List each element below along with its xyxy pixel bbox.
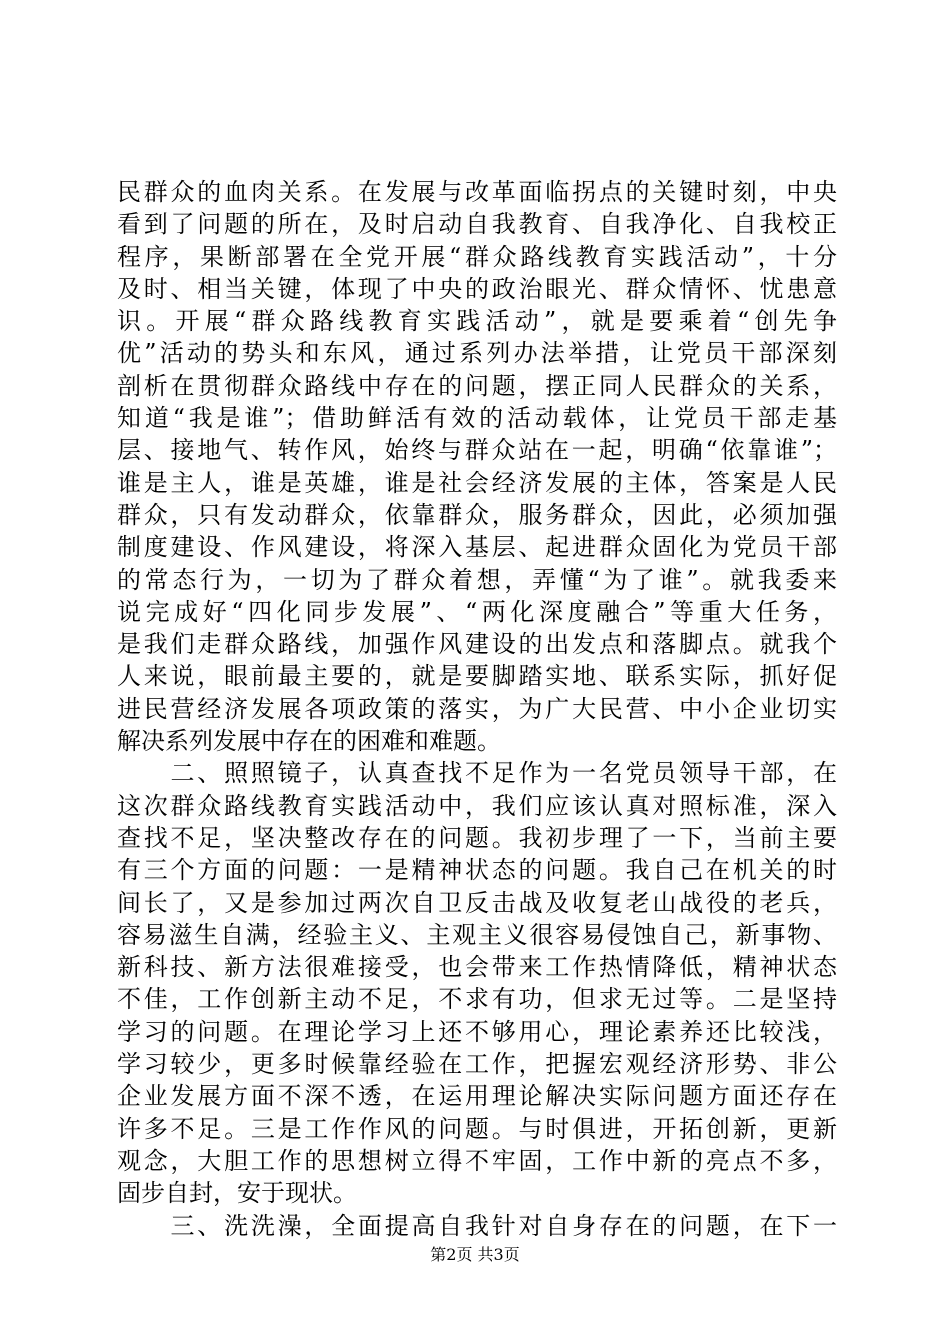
text-line: 层、接地气、转作风，始终与群众站在一起，明确“依靠谁”； xyxy=(117,436,837,465)
text-line: 学习的问题。在理论学习上还不够用心，理论素养还比较浅， xyxy=(117,1017,837,1046)
text-line: 人来说，眼前最主要的，就是要脚踏实地、联系实际，抓好促 xyxy=(117,662,837,691)
text-line: 新科技、新方法很难接受，也会带来工作热情降低，精神状态 xyxy=(117,953,837,982)
text-line: 剖析在贯彻群众路线中存在的问题，摆正同人民群众的关系， xyxy=(117,371,837,400)
text-line: 谁是主人，谁是英雄，谁是社会经济发展的主体，答案是人民 xyxy=(117,468,837,497)
text-line: 学习较少，更多时候靠经验在工作，把握宏观经济形势、非公 xyxy=(117,1050,837,1079)
page-footer xyxy=(0,1244,950,1266)
text-line: 看到了问题的所在，及时启动自我教育、自我净化、自我校正 xyxy=(117,210,837,239)
document-body xyxy=(117,176,837,1242)
text-line: 观念，大胆工作的思想树立得不牢固，工作中新的亮点不多， xyxy=(117,1146,837,1175)
text-line: 许多不足。三是工作作风的问题。与时俱进，开拓创新，更新 xyxy=(117,1114,837,1143)
text-line: 有三个方面的问题：一是精神状态的问题。我自己在机关的时 xyxy=(117,856,837,885)
text-line: 的常态行为，一切为了群众着想，弄懂“为了谁”。就我委来 xyxy=(117,565,837,594)
text-line: 企业发展方面不深不透，在运用理论解决实际问题方面还存在 xyxy=(117,1082,837,1111)
text-line: 解决系列发展中存在的困难和难题。 xyxy=(117,727,501,756)
text-line: 制度建设、作风建设，将深入基层、起进群众固化为党员干部 xyxy=(117,533,837,562)
text-line: 固步自封，安于现状。 xyxy=(117,1179,357,1208)
text-line: 不佳，工作创新主动不足，不求有功，但求无过等。二是坚持 xyxy=(117,985,837,1014)
text-line: 这次群众路线教育实践活动中，我们应该认真对照标准，深入 xyxy=(117,791,837,820)
text-line: 优”活动的势头和东风，通过系列办法举措，让党员干部深刻 xyxy=(117,339,837,368)
text-line: 识。开展“群众路线教育实践活动”，就是要乘着“创先争 xyxy=(117,307,837,336)
page-total: 共3页 xyxy=(477,1245,520,1264)
text-line: 查找不足，坚决整改存在的问题。我初步理了一下，当前主要 xyxy=(117,823,837,852)
text-line: 群众，只有发动群众，依靠群众，服务群众，因此，必须加强 xyxy=(117,500,837,529)
text-line: 说完成好“四化同步发展”、“两化深度融合”等重大任务， xyxy=(117,597,837,626)
text-line: 容易滋生自满，经验主义、主观主义很容易侵蚀自己，新事物、 xyxy=(117,920,837,949)
text-line: 间长了，又是参加过两次自卫反击战及收复老山战役的老兵， xyxy=(117,888,837,917)
text-line: 及时、相当关键，体现了中央的政治眼光、群众情怀、忧患意 xyxy=(117,274,837,303)
text-line: 是我们走群众路线，加强作风建设的出发点和落脚点。就我个 xyxy=(117,630,837,659)
page-number: 第2页 xyxy=(430,1245,473,1264)
text-line: 程序，果断部署在全党开展“群众路线教育实践活动”，十分 xyxy=(117,242,837,271)
text-line: 民群众的血肉关系。在发展与改革面临拐点的关键时刻，中央 xyxy=(117,178,837,206)
text-line: 进民营经济发展各项政策的落实，为广大民营、中小企业切实 xyxy=(117,694,837,723)
text-line: 二、照照镜子，认真查找不足作为一名党员领导干部，在 xyxy=(117,759,837,788)
text-line: 三、洗洗澡，全面提高自我针对自身存在的问题，在下一 xyxy=(117,1211,837,1240)
text-line: 知道“我是谁”；借助鲜活有效的活动载体，让党员干部走基 xyxy=(117,404,837,433)
